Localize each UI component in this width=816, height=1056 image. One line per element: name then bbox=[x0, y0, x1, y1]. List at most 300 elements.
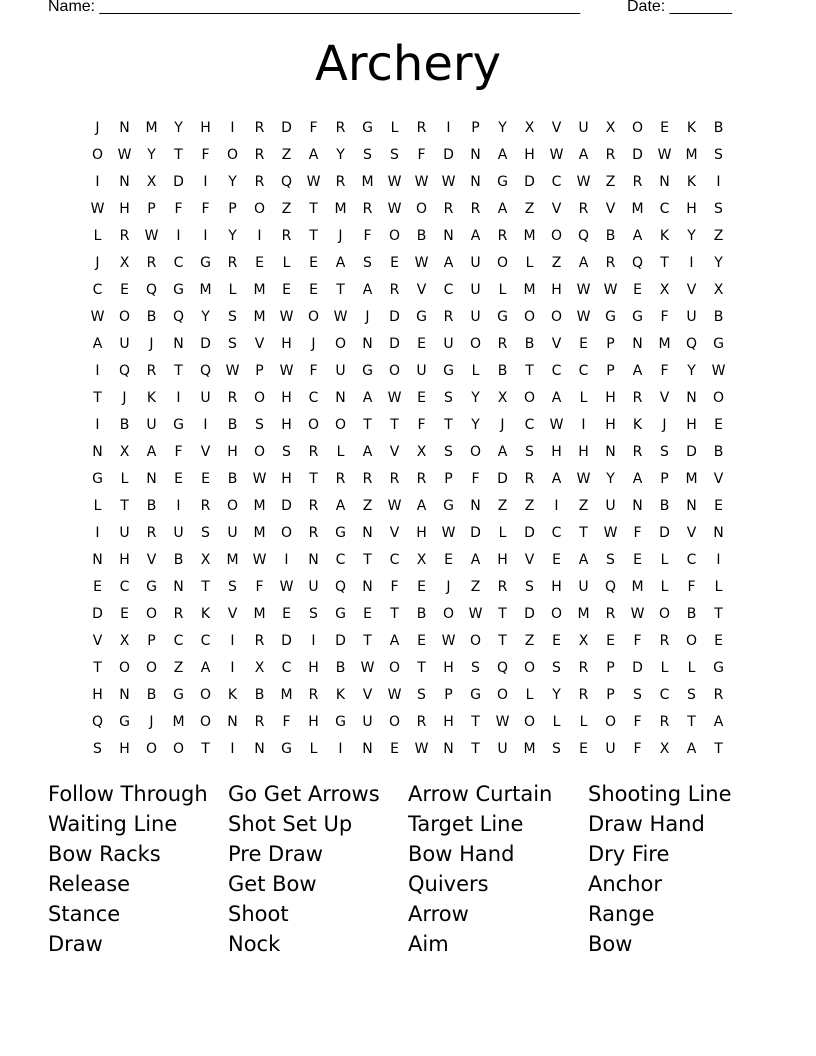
grid-cell[interactable]: N bbox=[470, 146, 481, 163]
grid-cell[interactable]: E bbox=[660, 119, 669, 136]
grid-cell[interactable]: A bbox=[335, 254, 346, 271]
grid-cell[interactable]: X bbox=[416, 443, 427, 460]
grid-cell[interactable]: M bbox=[226, 551, 239, 568]
grid-cell[interactable]: P bbox=[606, 362, 615, 379]
grid-cell[interactable]: E bbox=[390, 740, 399, 757]
grid-cell[interactable]: D bbox=[200, 335, 211, 352]
grid-cell[interactable]: E bbox=[363, 605, 372, 622]
grid-cell[interactable]: E bbox=[714, 632, 723, 649]
grid-cell[interactable]: D bbox=[92, 605, 103, 622]
grid-cell[interactable]: D bbox=[470, 524, 481, 541]
grid-cell[interactable]: W bbox=[252, 551, 267, 568]
grid-cell[interactable]: G bbox=[416, 308, 427, 325]
grid-cell[interactable]: Z bbox=[281, 146, 292, 163]
grid-cell[interactable]: Z bbox=[605, 173, 616, 190]
grid-cell[interactable]: G bbox=[146, 578, 157, 595]
grid-cell[interactable]: O bbox=[334, 335, 347, 352]
grid-cell[interactable]: Z bbox=[173, 659, 184, 676]
grid-cell[interactable]: T bbox=[309, 227, 318, 244]
grid-cell[interactable]: W bbox=[576, 470, 591, 487]
grid-cell[interactable]: K bbox=[632, 416, 643, 433]
grid-cell[interactable]: R bbox=[146, 254, 157, 271]
grid-cell[interactable]: P bbox=[147, 632, 156, 649]
grid-cell[interactable]: C bbox=[119, 578, 130, 595]
grid-cell[interactable]: R bbox=[362, 470, 373, 487]
grid-cell[interactable]: S bbox=[228, 335, 237, 352]
grid-cell[interactable]: T bbox=[579, 524, 588, 541]
grid-cell[interactable]: B bbox=[146, 308, 157, 325]
grid-cell[interactable]: I bbox=[176, 227, 181, 244]
grid-cell[interactable]: B bbox=[416, 227, 427, 244]
grid-cell[interactable]: R bbox=[578, 686, 589, 703]
grid-cell[interactable]: S bbox=[255, 416, 264, 433]
grid-cell[interactable]: C bbox=[173, 254, 184, 271]
grid-cell[interactable]: F bbox=[255, 578, 264, 595]
grid-cell[interactable]: S bbox=[417, 686, 426, 703]
grid-cell[interactable]: W bbox=[414, 254, 429, 271]
grid-cell[interactable]: V bbox=[254, 335, 265, 352]
grid-cell[interactable]: O bbox=[118, 308, 131, 325]
grid-cell[interactable]: D bbox=[443, 146, 454, 163]
grid-cell[interactable]: R bbox=[497, 578, 508, 595]
grid-cell[interactable]: F bbox=[282, 713, 291, 730]
grid-cell[interactable]: H bbox=[686, 416, 697, 433]
grid-cell[interactable]: O bbox=[226, 146, 239, 163]
grid-cell[interactable]: W bbox=[279, 362, 294, 379]
grid-cell[interactable]: P bbox=[444, 470, 453, 487]
grid-cell[interactable]: W bbox=[603, 281, 618, 298]
grid-cell[interactable]: M bbox=[334, 200, 347, 217]
grid-cell[interactable]: Y bbox=[471, 389, 480, 406]
grid-cell[interactable]: V bbox=[524, 551, 535, 568]
grid-cell[interactable]: M bbox=[685, 146, 698, 163]
grid-cell[interactable]: C bbox=[200, 632, 211, 649]
grid-cell[interactable]: G bbox=[713, 659, 724, 676]
grid-cell[interactable]: H bbox=[119, 200, 130, 217]
grid-cell[interactable]: O bbox=[469, 335, 482, 352]
grid-cell[interactable]: N bbox=[227, 713, 238, 730]
grid-cell[interactable]: R bbox=[632, 443, 643, 460]
grid-cell[interactable]: V bbox=[362, 686, 373, 703]
grid-cell[interactable]: S bbox=[714, 146, 723, 163]
grid-cell[interactable]: S bbox=[363, 146, 372, 163]
grid-cell[interactable]: U bbox=[578, 578, 589, 595]
grid-cell[interactable]: F bbox=[633, 632, 642, 649]
grid-cell[interactable]: M bbox=[361, 173, 374, 190]
grid-cell[interactable]: R bbox=[227, 389, 238, 406]
grid-cell[interactable]: C bbox=[308, 389, 319, 406]
grid-cell[interactable]: F bbox=[201, 146, 210, 163]
grid-cell[interactable]: X bbox=[119, 632, 130, 649]
grid-cell[interactable]: G bbox=[362, 119, 373, 136]
grid-cell[interactable]: J bbox=[95, 254, 100, 271]
grid-cell[interactable]: O bbox=[604, 713, 617, 730]
grid-cell[interactable]: W bbox=[387, 497, 402, 514]
grid-cell[interactable]: R bbox=[173, 605, 184, 622]
grid-cell[interactable]: R bbox=[497, 335, 508, 352]
grid-cell[interactable]: S bbox=[444, 389, 453, 406]
grid-cell[interactable]: N bbox=[362, 335, 373, 352]
grid-cell[interactable]: L bbox=[498, 524, 507, 541]
grid-cell[interactable]: M bbox=[658, 335, 671, 352]
grid-cell[interactable]: R bbox=[497, 227, 508, 244]
grid-cell[interactable]: C bbox=[686, 551, 697, 568]
grid-cell[interactable]: V bbox=[389, 443, 400, 460]
grid-cell[interactable]: D bbox=[173, 173, 184, 190]
grid-cell[interactable]: W bbox=[90, 200, 105, 217]
grid-cell[interactable]: G bbox=[497, 173, 508, 190]
grid-cell[interactable]: Z bbox=[551, 254, 562, 271]
grid-cell[interactable]: B bbox=[686, 605, 697, 622]
grid-cell[interactable]: D bbox=[497, 470, 508, 487]
grid-cell[interactable]: E bbox=[255, 254, 264, 271]
grid-cell[interactable]: A bbox=[632, 470, 643, 487]
grid-cell[interactable]: X bbox=[659, 281, 670, 298]
grid-cell[interactable]: H bbox=[281, 416, 292, 433]
grid-cell[interactable]: Y bbox=[228, 173, 237, 190]
grid-cell[interactable]: U bbox=[686, 308, 697, 325]
grid-cell[interactable]: Q bbox=[577, 227, 590, 244]
grid-cell[interactable]: E bbox=[633, 551, 642, 568]
grid-cell[interactable]: Q bbox=[118, 362, 131, 379]
grid-cell[interactable]: O bbox=[415, 200, 428, 217]
grid-cell[interactable]: D bbox=[524, 173, 535, 190]
grid-cell[interactable]: I bbox=[284, 551, 289, 568]
grid-cell[interactable]: H bbox=[686, 200, 697, 217]
grid-cell[interactable]: I bbox=[554, 497, 559, 514]
grid-cell[interactable]: I bbox=[581, 416, 586, 433]
grid-cell[interactable]: A bbox=[416, 497, 427, 514]
grid-cell[interactable]: S bbox=[687, 686, 696, 703]
grid-cell[interactable]: A bbox=[497, 443, 508, 460]
grid-cell[interactable]: T bbox=[174, 146, 183, 163]
grid-cell[interactable]: I bbox=[716, 551, 721, 568]
grid-cell[interactable]: H bbox=[119, 551, 130, 568]
grid-cell[interactable]: B bbox=[227, 470, 238, 487]
grid-cell[interactable]: G bbox=[335, 713, 346, 730]
grid-cell[interactable]: G bbox=[443, 497, 454, 514]
grid-cell[interactable]: R bbox=[254, 119, 265, 136]
grid-cell[interactable]: Y bbox=[147, 146, 156, 163]
grid-cell[interactable]: R bbox=[254, 713, 265, 730]
grid-cell[interactable]: J bbox=[149, 713, 154, 730]
grid-cell[interactable]: R bbox=[524, 470, 535, 487]
grid-cell[interactable]: T bbox=[309, 470, 318, 487]
grid-cell[interactable]: P bbox=[255, 362, 264, 379]
grid-cell[interactable]: T bbox=[201, 740, 210, 757]
grid-cell[interactable]: W bbox=[441, 632, 456, 649]
grid-cell[interactable]: E bbox=[579, 335, 588, 352]
grid-cell[interactable]: F bbox=[633, 524, 642, 541]
grid-cell[interactable]: Y bbox=[687, 362, 696, 379]
grid-cell[interactable]: A bbox=[335, 497, 346, 514]
grid-cell[interactable]: E bbox=[606, 632, 615, 649]
grid-cell[interactable]: B bbox=[119, 416, 130, 433]
grid-cell[interactable]: U bbox=[119, 335, 130, 352]
grid-cell[interactable]: M bbox=[631, 200, 644, 217]
grid-cell[interactable]: K bbox=[146, 389, 157, 406]
grid-cell[interactable]: O bbox=[280, 524, 293, 541]
grid-cell[interactable]: I bbox=[203, 173, 208, 190]
grid-cell[interactable]: U bbox=[308, 578, 319, 595]
grid-cell[interactable]: G bbox=[200, 254, 211, 271]
grid-cell[interactable]: H bbox=[551, 281, 562, 298]
grid-cell[interactable]: M bbox=[631, 578, 644, 595]
grid-cell[interactable]: O bbox=[388, 362, 401, 379]
grid-cell[interactable]: G bbox=[497, 308, 508, 325]
grid-cell[interactable]: E bbox=[633, 281, 642, 298]
grid-cell[interactable]: T bbox=[390, 416, 399, 433]
grid-cell[interactable]: U bbox=[470, 254, 481, 271]
grid-cell[interactable]: T bbox=[363, 416, 372, 433]
grid-cell[interactable]: S bbox=[525, 578, 534, 595]
grid-cell[interactable]: G bbox=[443, 362, 454, 379]
grid-cell[interactable]: A bbox=[443, 254, 454, 271]
grid-cell[interactable]: O bbox=[523, 308, 536, 325]
grid-cell[interactable]: H bbox=[551, 578, 562, 595]
grid-cell[interactable]: B bbox=[713, 308, 724, 325]
grid-cell[interactable]: J bbox=[149, 335, 154, 352]
grid-cell[interactable]: Q bbox=[172, 308, 185, 325]
grid-cell[interactable]: N bbox=[659, 173, 670, 190]
grid-cell[interactable]: N bbox=[146, 470, 157, 487]
grid-cell[interactable]: B bbox=[254, 686, 265, 703]
grid-cell[interactable]: Q bbox=[199, 362, 212, 379]
grid-cell[interactable]: K bbox=[659, 227, 670, 244]
grid-cell[interactable]: L bbox=[660, 659, 669, 676]
grid-cell[interactable]: U bbox=[605, 497, 616, 514]
grid-cell[interactable]: W bbox=[360, 659, 375, 676]
grid-cell[interactable]: B bbox=[173, 551, 184, 568]
grid-cell[interactable]: U bbox=[335, 362, 346, 379]
grid-cell[interactable]: H bbox=[524, 146, 535, 163]
grid-cell[interactable]: M bbox=[523, 281, 536, 298]
grid-cell[interactable]: A bbox=[362, 443, 373, 460]
grid-cell[interactable]: N bbox=[443, 227, 454, 244]
grid-cell[interactable]: A bbox=[686, 740, 697, 757]
grid-cell[interactable]: L bbox=[552, 713, 561, 730]
grid-cell[interactable]: V bbox=[605, 200, 616, 217]
grid-cell[interactable]: E bbox=[282, 281, 291, 298]
grid-cell[interactable]: C bbox=[524, 416, 535, 433]
grid-cell[interactable]: W bbox=[576, 281, 591, 298]
grid-cell[interactable]: T bbox=[336, 281, 345, 298]
grid-cell[interactable]: S bbox=[525, 443, 534, 460]
grid-cell[interactable]: R bbox=[605, 254, 616, 271]
grid-cell[interactable]: P bbox=[606, 686, 615, 703]
grid-cell[interactable]: Q bbox=[334, 578, 347, 595]
grid-cell[interactable]: W bbox=[387, 389, 402, 406]
grid-cell[interactable]: U bbox=[470, 281, 481, 298]
grid-cell[interactable]: B bbox=[524, 335, 535, 352]
grid-cell[interactable]: I bbox=[689, 254, 694, 271]
grid-cell[interactable]: X bbox=[497, 389, 508, 406]
grid-cell[interactable]: S bbox=[660, 443, 669, 460]
grid-cell[interactable]: V bbox=[551, 119, 562, 136]
grid-cell[interactable]: R bbox=[389, 470, 400, 487]
grid-cell[interactable]: H bbox=[308, 713, 319, 730]
grid-cell[interactable]: J bbox=[311, 335, 316, 352]
grid-cell[interactable]: Q bbox=[280, 173, 293, 190]
grid-cell[interactable]: O bbox=[469, 632, 482, 649]
grid-cell[interactable]: W bbox=[90, 308, 105, 325]
grid-cell[interactable]: D bbox=[659, 524, 670, 541]
grid-cell[interactable]: Z bbox=[362, 497, 373, 514]
grid-cell[interactable]: C bbox=[659, 200, 670, 217]
grid-cell[interactable]: X bbox=[578, 632, 589, 649]
grid-cell[interactable]: N bbox=[254, 740, 265, 757]
grid-cell[interactable]: L bbox=[93, 227, 102, 244]
grid-cell[interactable]: A bbox=[713, 713, 724, 730]
grid-cell[interactable]: M bbox=[253, 524, 266, 541]
grid-cell[interactable]: O bbox=[388, 227, 401, 244]
grid-cell[interactable]: T bbox=[714, 740, 723, 757]
grid-cell[interactable]: I bbox=[95, 362, 100, 379]
grid-cell[interactable]: Y bbox=[336, 146, 345, 163]
grid-cell[interactable]: R bbox=[254, 146, 265, 163]
grid-cell[interactable]: F bbox=[471, 470, 480, 487]
grid-cell[interactable]: W bbox=[414, 740, 429, 757]
grid-cell[interactable]: W bbox=[549, 146, 564, 163]
grid-cell[interactable]: G bbox=[605, 308, 616, 325]
grid-cell[interactable]: V bbox=[146, 551, 157, 568]
grid-cell[interactable]: U bbox=[362, 713, 373, 730]
grid-cell[interactable]: E bbox=[417, 335, 426, 352]
grid-cell[interactable]: K bbox=[686, 119, 697, 136]
grid-cell[interactable]: P bbox=[606, 659, 615, 676]
grid-cell[interactable]: W bbox=[117, 146, 132, 163]
grid-cell[interactable]: N bbox=[92, 551, 103, 568]
grid-cell[interactable]: R bbox=[632, 389, 643, 406]
grid-cell[interactable]: N bbox=[632, 335, 643, 352]
grid-cell[interactable]: M bbox=[523, 740, 536, 757]
grid-cell[interactable]: A bbox=[470, 551, 481, 568]
grid-cell[interactable]: C bbox=[578, 362, 589, 379]
grid-cell[interactable]: A bbox=[308, 146, 319, 163]
grid-cell[interactable]: F bbox=[390, 578, 399, 595]
grid-cell[interactable]: C bbox=[443, 281, 454, 298]
grid-cell[interactable]: Y bbox=[606, 470, 615, 487]
grid-cell[interactable]: O bbox=[91, 146, 104, 163]
grid-cell[interactable]: N bbox=[686, 497, 697, 514]
grid-cell[interactable]: E bbox=[714, 416, 723, 433]
grid-cell[interactable]: O bbox=[145, 740, 158, 757]
grid-cell[interactable]: W bbox=[225, 362, 240, 379]
grid-cell[interactable]: J bbox=[365, 308, 370, 325]
grid-cell[interactable]: L bbox=[309, 740, 318, 757]
grid-cell[interactable]: B bbox=[605, 227, 616, 244]
grid-cell[interactable]: G bbox=[335, 524, 346, 541]
grid-cell[interactable]: A bbox=[362, 389, 373, 406]
grid-cell[interactable]: U bbox=[578, 119, 589, 136]
grid-cell[interactable]: W bbox=[603, 524, 618, 541]
grid-cell[interactable]: I bbox=[95, 416, 100, 433]
grid-cell[interactable]: V bbox=[92, 632, 103, 649]
grid-cell[interactable]: L bbox=[579, 713, 588, 730]
grid-cell[interactable]: Z bbox=[470, 578, 481, 595]
grid-cell[interactable]: H bbox=[308, 659, 319, 676]
grid-cell[interactable]: W bbox=[279, 308, 294, 325]
grid-cell[interactable]: R bbox=[443, 308, 454, 325]
grid-cell[interactable]: S bbox=[363, 254, 372, 271]
grid-cell[interactable]: F bbox=[363, 227, 372, 244]
grid-cell[interactable]: V bbox=[551, 335, 562, 352]
grid-cell[interactable]: X bbox=[605, 119, 616, 136]
grid-cell[interactable]: P bbox=[471, 119, 480, 136]
grid-cell[interactable]: R bbox=[308, 497, 319, 514]
grid-cell[interactable]: R bbox=[308, 686, 319, 703]
grid-cell[interactable]: R bbox=[659, 713, 670, 730]
grid-cell[interactable]: I bbox=[311, 632, 316, 649]
grid-cell[interactable]: P bbox=[147, 200, 156, 217]
grid-cell[interactable]: S bbox=[309, 605, 318, 622]
grid-cell[interactable]: H bbox=[281, 470, 292, 487]
grid-cell[interactable]: R bbox=[119, 227, 130, 244]
grid-cell[interactable]: U bbox=[200, 389, 211, 406]
grid-cell[interactable]: O bbox=[658, 605, 671, 622]
grid-cell[interactable]: E bbox=[552, 632, 561, 649]
grid-cell[interactable]: O bbox=[496, 254, 509, 271]
grid-cell[interactable]: W bbox=[576, 173, 591, 190]
grid-cell[interactable]: L bbox=[228, 281, 237, 298]
grid-cell[interactable]: E bbox=[714, 497, 723, 514]
grid-cell[interactable]: I bbox=[95, 173, 100, 190]
grid-cell[interactable]: R bbox=[200, 497, 211, 514]
grid-cell[interactable]: V bbox=[389, 524, 400, 541]
grid-cell[interactable]: W bbox=[549, 416, 564, 433]
grid-cell[interactable]: C bbox=[551, 173, 562, 190]
grid-cell[interactable]: R bbox=[254, 173, 265, 190]
grid-cell[interactable]: Q bbox=[685, 335, 698, 352]
grid-cell[interactable]: F bbox=[660, 308, 669, 325]
grid-cell[interactable]: T bbox=[120, 497, 129, 514]
grid-cell[interactable]: K bbox=[227, 686, 238, 703]
grid-cell[interactable]: E bbox=[390, 254, 399, 271]
grid-cell[interactable]: W bbox=[387, 686, 402, 703]
grid-cell[interactable]: W bbox=[387, 200, 402, 217]
grid-cell[interactable]: L bbox=[93, 497, 102, 514]
grid-cell[interactable]: Y bbox=[471, 416, 480, 433]
grid-cell[interactable]: T bbox=[471, 740, 480, 757]
grid-cell[interactable]: L bbox=[120, 470, 129, 487]
grid-cell[interactable]: J bbox=[500, 416, 505, 433]
grid-cell[interactable]: T bbox=[201, 578, 210, 595]
grid-cell[interactable]: Q bbox=[145, 281, 158, 298]
grid-cell[interactable]: F bbox=[633, 713, 642, 730]
grid-cell[interactable]: E bbox=[174, 470, 183, 487]
grid-cell[interactable]: M bbox=[172, 713, 185, 730]
grid-cell[interactable]: B bbox=[497, 362, 508, 379]
grid-cell[interactable]: R bbox=[227, 254, 238, 271]
grid-cell[interactable]: B bbox=[146, 686, 157, 703]
grid-cell[interactable]: L bbox=[579, 389, 588, 406]
grid-cell[interactable]: H bbox=[551, 443, 562, 460]
grid-cell[interactable]: S bbox=[633, 686, 642, 703]
grid-cell[interactable]: N bbox=[119, 686, 130, 703]
grid-cell[interactable]: F bbox=[633, 740, 642, 757]
grid-cell[interactable]: R bbox=[146, 524, 157, 541]
grid-cell[interactable]: U bbox=[146, 416, 157, 433]
grid-cell[interactable]: O bbox=[523, 659, 536, 676]
grid-cell[interactable]: R bbox=[659, 632, 670, 649]
grid-cell[interactable]: A bbox=[362, 281, 373, 298]
grid-cell[interactable]: X bbox=[146, 173, 157, 190]
grid-cell[interactable]: B bbox=[713, 119, 724, 136]
grid-cell[interactable]: H bbox=[443, 713, 454, 730]
grid-cell[interactable]: D bbox=[389, 308, 400, 325]
grid-cell[interactable]: R bbox=[713, 686, 724, 703]
grid-cell[interactable]: D bbox=[281, 632, 292, 649]
